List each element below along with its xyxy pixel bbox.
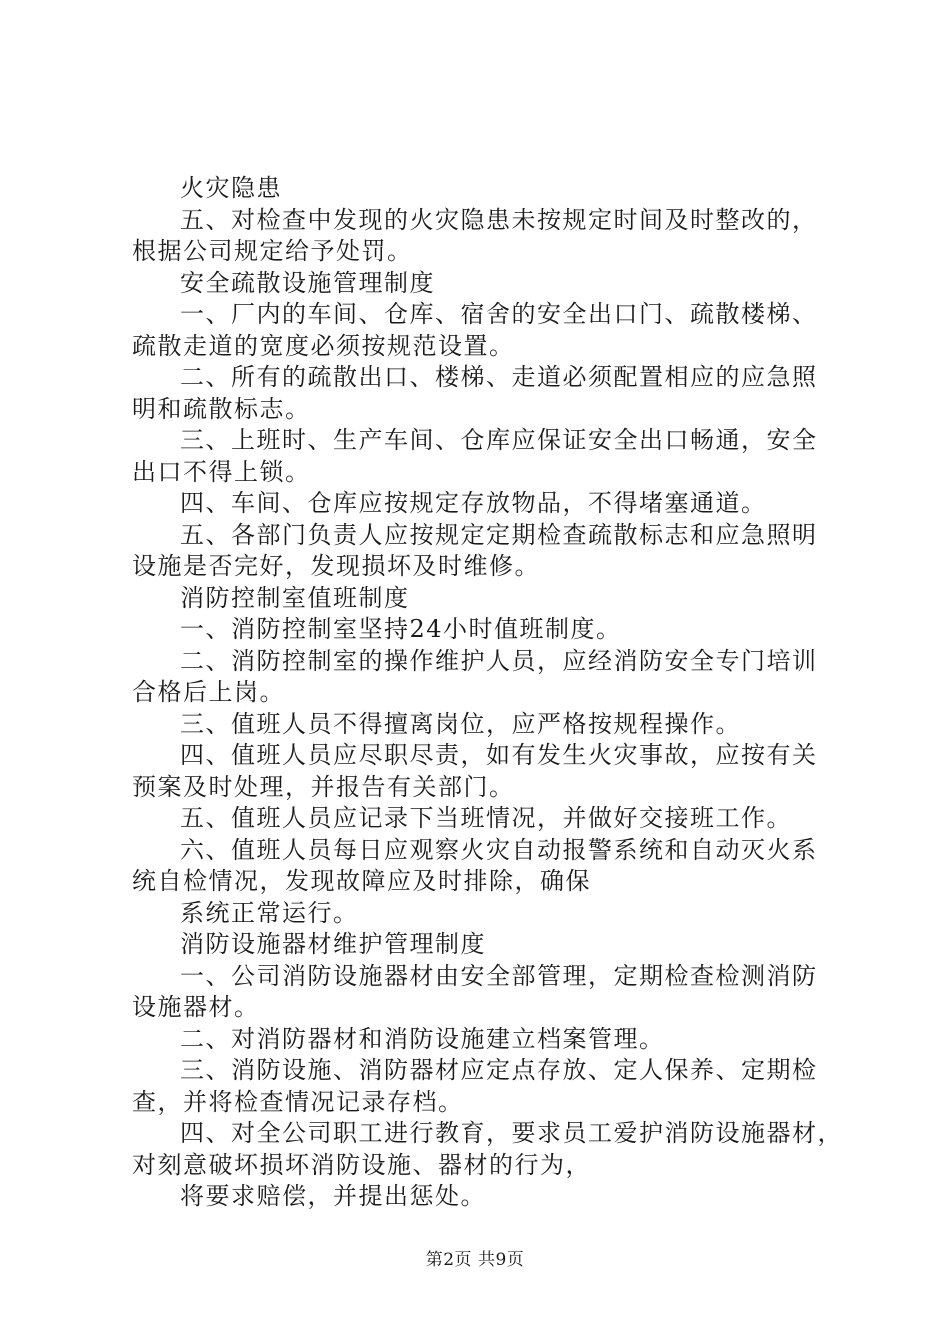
text-line: 查，并将检查情况记录存档。: [132, 1087, 464, 1116]
text-line: 明和疏散标志。: [132, 394, 311, 423]
text-line: 设施器材。: [132, 993, 260, 1021]
text-line: 三、值班人员不得擅离岗位，应严格按规程操作。: [180, 709, 741, 738]
text-line: 五、对检查中发现的火灾隐患未按规定时间及时整改的，: [180, 205, 818, 234]
text-line: 将要求赔偿，并提出惩处。: [180, 1182, 486, 1210]
text-line: 二、消防控制室的操作维护人员，应经消防安全专门培训: [180, 646, 818, 675]
text-line: 合格后上岗。: [132, 678, 285, 706]
text-line: 安全疏散设施管理制度: [180, 268, 435, 297]
page-footer: 第2页 共9页: [425, 1250, 525, 1270]
text-line: 四、值班人员应尽职尽责，如有发生火灾事故，应按有关: [180, 741, 818, 769]
text-line: 统自检情况，发现故障应及时排除，确保: [132, 867, 591, 895]
text-line: 预案及时处理，并报告有关部门。: [132, 772, 515, 801]
text-line: 四、车间、仓库应按规定存放物品，不得堵塞通道。: [180, 489, 767, 517]
text-line: 五、各部门负责人应按规定定期检查疏散标志和应急照明: [180, 520, 818, 549]
text-line: 对刻意破坏损坏消防设施、器材的行为，: [132, 1150, 591, 1179]
text-line: 二、对消防器材和消防设施建立档案管理。: [180, 1024, 665, 1053]
text-line: 三、消防设施、消防器材应定点存放、定人保养、定期检: [180, 1056, 818, 1084]
text-line: 系统正常运行。: [180, 898, 359, 927]
text-line: 根据公司规定给予处罚。: [132, 237, 413, 265]
text-line: 设施是否完好，发现损坏及时维修。: [132, 552, 540, 580]
text-line: 五、值班人员应记录下当班情况，并做好交接班工作。: [180, 804, 792, 832]
text-line: 三、上班时、生产车间、仓库应保证安全出口畅通，安全: [180, 426, 818, 454]
document-body: [132, 173, 843, 1213]
text-line: 二、所有的疏散出口、楼梯、走道必须配置相应的应急照: [180, 363, 818, 391]
text-line: 四、对全公司职工进行教育，要求员工爱护消防设施器材，: [180, 1119, 843, 1147]
text-line: 一、厂内的车间、仓库、宿舍的安全出口门、疏散楼梯、: [180, 300, 818, 328]
text-line: 火灾隐患: [180, 174, 282, 202]
text-line: 疏散走道的宽度必须按规范设置。: [132, 331, 515, 360]
text-line: 出口不得上锁。: [132, 457, 311, 486]
text-line: 六、值班人员每日应观察火灾自动报警系统和自动灭火系: [180, 835, 818, 864]
text-line: 一、公司消防设施器材由安全部管理，定期检查检测消防: [180, 961, 818, 990]
text-line: 消防控制室值班制度: [180, 583, 410, 612]
text-line: 消防设施器材维护管理制度: [180, 930, 486, 958]
text-line: 一、消防控制室坚持24小时值班制度。: [180, 615, 622, 643]
